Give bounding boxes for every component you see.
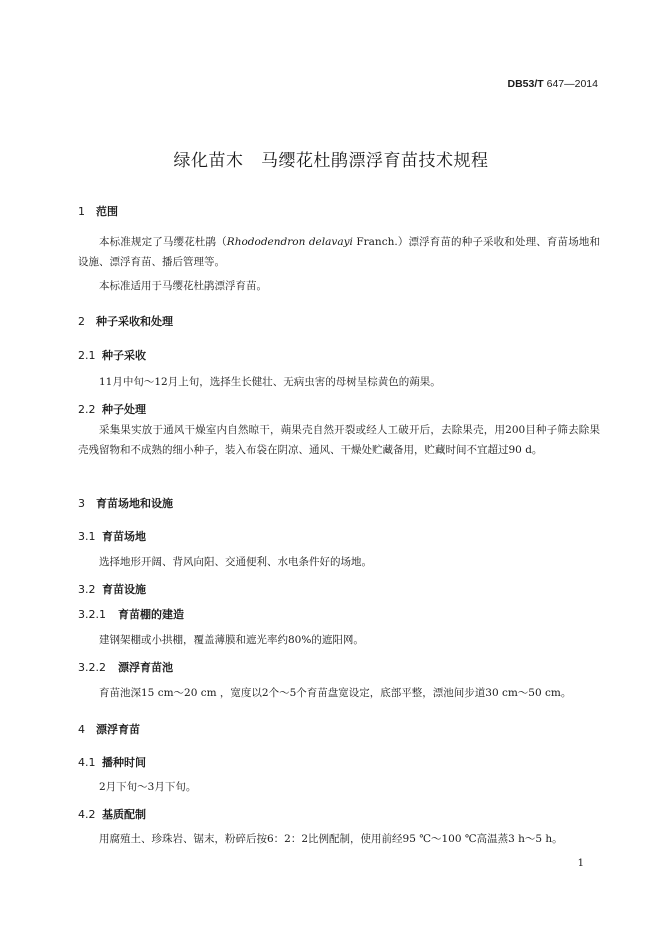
section-4-2-text: 用腐殖土、珍珠岩、锯末，粉碎后按6：2：2比例配制，使用前经95 ℃～100 ℃高温蒸3 h～5 h。 [99, 833, 563, 845]
section-4-2-heading: 4.2 基质配制 [78, 808, 146, 821]
section-2-2-text: 采集果实放于通风干燥室内自然晾干，蒴果壳自然开裂或经人工破开后，去除果壳，用200目种子筛去除果壳残留物和不成熟的细小种子，装入布袋在阴凉、通风、干燥处贮藏备用，贮藏时间不宜超过90 d。 [78, 424, 600, 456]
section-3-2-1-text: 建钢架棚或小拱棚，覆盖薄膜和遮光率约80%的遮阳网。 [99, 634, 364, 646]
standard-code: DB53/T 647—2014 [507, 78, 598, 90]
section-3-2-2-text: 育苗池深15 cm～20 cm ，宽度以2个～5个育苗盘宽设定，底部平整，漂池间步道30 cm～50 cm。 [99, 687, 572, 699]
section-3-heading: 3 育苗场地和设施 [78, 497, 173, 510]
section-3-2-heading: 3.2 育苗设施 [78, 583, 146, 596]
section-2-heading: 2 种子采收和处理 [78, 315, 173, 328]
section-2-1-heading: 2.1 种子采收 [78, 349, 146, 362]
section-1-paragraph-1: 本标准规定了马缨花杜鹃（Rhododendron delavayi Franch.）漂浮育苗的种子采收和处理、育苗场地和设施、漂浮育苗、播后管理等。 [78, 236, 600, 268]
section-1-heading: 1 范围 [78, 205, 118, 218]
section-4-heading: 4 漂浮育苗 [78, 723, 140, 736]
section-3-2-1-heading: 3.2.1 育苗棚的建造 [78, 608, 184, 621]
section-3-2-2-heading: 3.2.2 漂浮育苗池 [78, 661, 173, 674]
section-4-1-text: 2月下旬～3月下旬。 [99, 781, 197, 793]
section-4-1-heading: 4.1 播种时间 [78, 756, 146, 769]
section-2-2-heading: 2.2 种子处理 [78, 403, 146, 416]
section-3-1-text: 选择地形开阔、背风向阳、交通便利、水电条件好的场地。 [99, 556, 372, 568]
section-3-1-heading: 3.1 育苗场地 [78, 530, 146, 543]
section-2-1-text: 11月中旬～12月上旬，选择生长健壮、无病虫害的母树呈棕黄色的蒴果。 [99, 376, 441, 388]
page-number: 1 [577, 858, 584, 869]
document-title: 绿化苗木 马缨花杜鹃漂浮育苗技术规程 [173, 151, 489, 171]
section-1-paragraph-2: 本标准适用于马缨花杜鹃漂浮育苗。 [99, 280, 267, 292]
